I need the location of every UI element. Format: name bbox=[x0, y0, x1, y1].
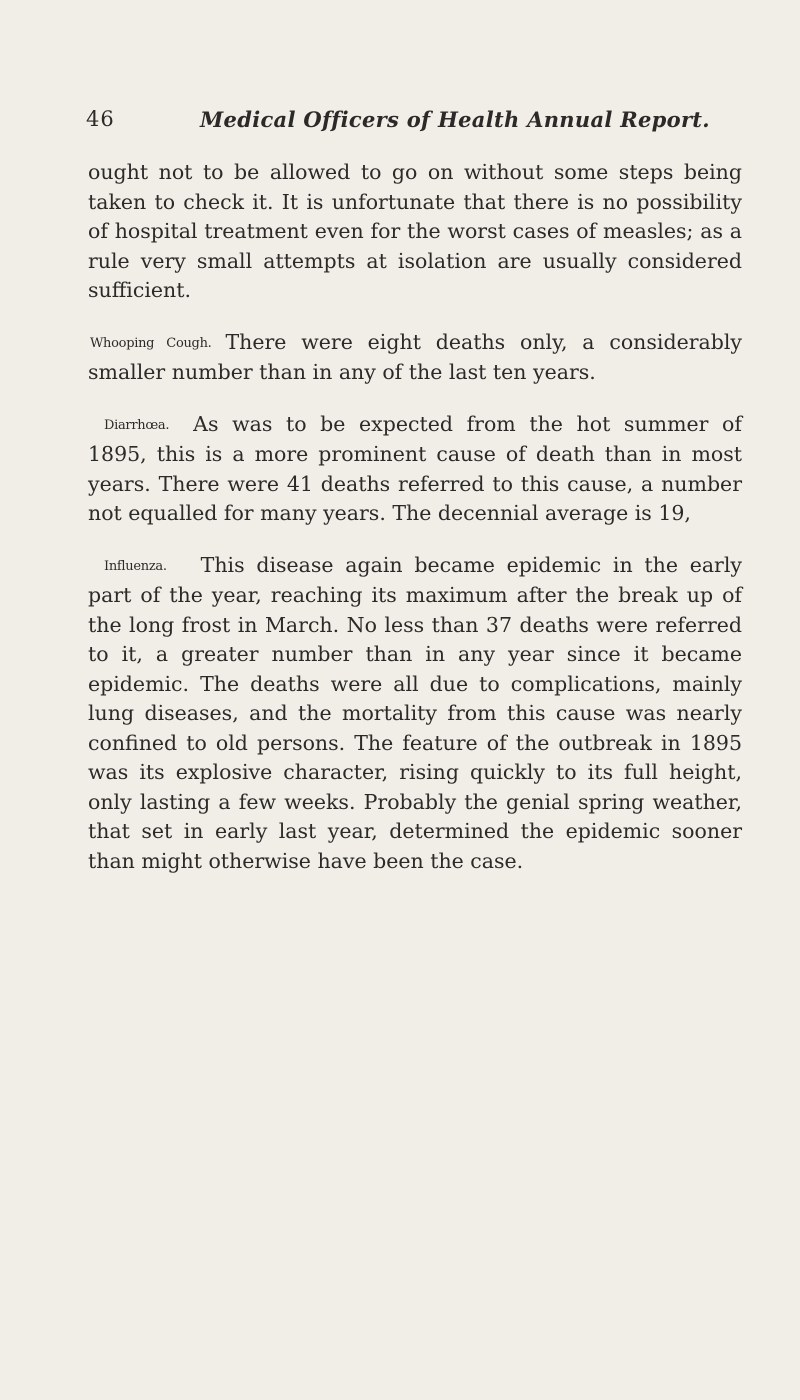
paragraph-measles bbox=[88, 158, 742, 306]
page-number: 46 bbox=[86, 107, 115, 131]
page-header bbox=[86, 107, 742, 137]
paragraph-text: As was to be expected from the hot summer of 1895, this is a more prominent cause of death than in most years. There were 41 deaths referred to this cause, a number not equalled for many years. The decennial average is 19, bbox=[88, 411, 742, 525]
sidenote-whooping-cough: Whooping Cough. bbox=[90, 335, 212, 351]
paragraph-text: This disease again became epidemic in the early part of the year, reaching its maximum after the break up of the long frost in March. No less than 37 deaths were referred to it, a greater number than in any year since it became epidemic. The deaths were all due to complications, mainly lung diseases, and the mortality from this cause was nearly confined to old persons. The feature of the outbreak in 1895 was its explosive character, rising quickly to its full height, only lasting a few weeks. Probably the genial spring weather, that set in early last year, determined the epidemic sooner than might otherwise have been the case. bbox=[88, 552, 742, 873]
sidenote-influenza: Influenza. bbox=[104, 558, 167, 574]
paragraph-whooping-cough bbox=[88, 328, 742, 388]
paragraph-text: There were eight deaths only, a considerably smaller number than in any of the last ten years. bbox=[88, 329, 742, 384]
paragraph-influenza bbox=[88, 551, 742, 877]
running-title: Medical Officers of Health Annual Report. bbox=[200, 107, 710, 132]
paragraph-text: ought not to be allowed to go on without some steps being taken to check it. It is unfortunate that there is no possibility of hospital treatment even for the worst cases of measles; as a rule very small attempts at isolation are usually considered sufficient. bbox=[88, 160, 742, 302]
paragraph-diarrhoea bbox=[88, 410, 742, 529]
sidenote-diarrhoea: Diarrhœa. bbox=[104, 417, 170, 433]
body-text bbox=[88, 158, 742, 876]
